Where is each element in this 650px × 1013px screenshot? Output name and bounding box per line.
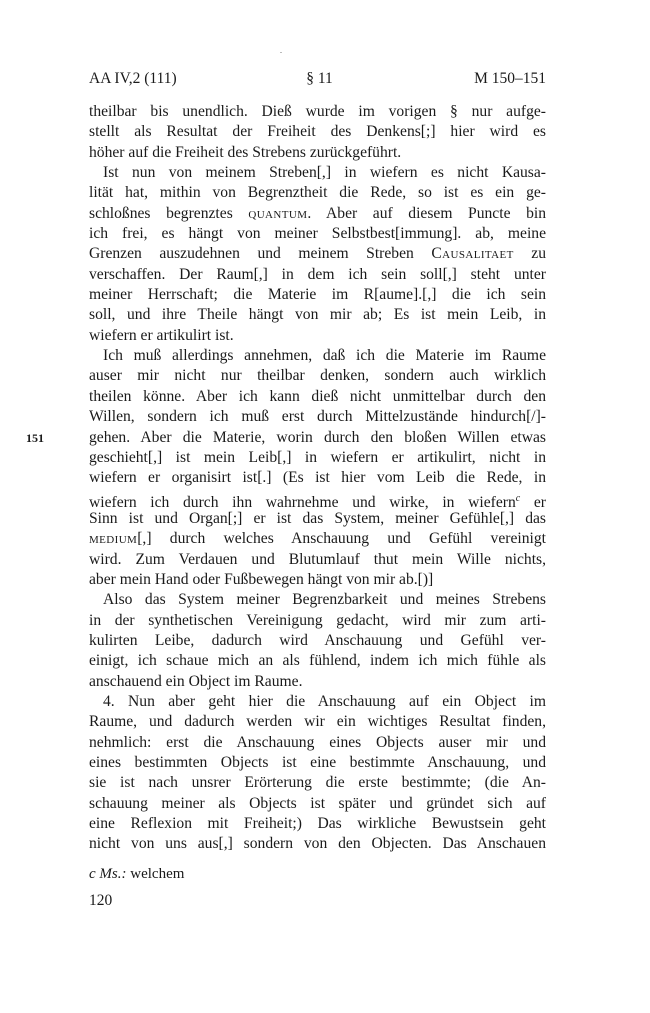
line-text: ich frei, es hängt von meiner Selbstbest[immung]. ab, meine (89, 225, 546, 243)
line-text: auser mir nicht nur theilbar denken, sondern auch wirklich (89, 367, 546, 385)
line-text-post: zu (513, 245, 547, 263)
line-text: aber mein Hand oder Fußbewegen hängt von mir ab.[)] (89, 570, 434, 588)
text-line (89, 285, 546, 305)
text-line (89, 305, 546, 325)
text-line (89, 550, 546, 570)
line-text: meiner Herrschaft; die Materie im R[aume].[,] die ich sein (89, 286, 546, 304)
line-text: soll, und ihre Theile hängt von mir ab; Es ist mein Leib, in (89, 306, 546, 324)
line-text: in der synthetischen Vereinigung gedacht, wird mir zum arti- (89, 611, 546, 629)
text-line (89, 489, 546, 509)
line-text: schauung meiner als Objects ist später und gründet sich auf (89, 794, 546, 812)
line-text: sie ist nach unsrer Erörterung die erste bestimmte; (die An- (89, 774, 546, 792)
running-header (89, 68, 546, 90)
text-line (89, 753, 546, 773)
line-text: Raume, und dadurch werden wir ein wichtiges Resultat finden, (89, 713, 546, 731)
line-text: anschauend ein Object im Raume. (89, 672, 303, 690)
text-line (89, 834, 546, 854)
line-text-post: [,] durch welches Anschauung und Gefühl vereinigt (137, 530, 546, 548)
line-text: verschaffen. Der Raum[,] in dem ich sein soll[,] steht unter (89, 265, 546, 283)
text-line (89, 244, 546, 264)
print-speck (280, 52, 282, 53)
line-text: nicht von uns aus[,] sondern von den Objecten. Das Anschauen (89, 835, 546, 853)
text-line (89, 183, 546, 203)
line-text: theilbar bis unendlich. Dieß wurde im vorigen § nur aufge- (89, 103, 546, 120)
line-text: gehen. Aber die Materie, worin durch den bloßen Willen etwas (89, 428, 546, 446)
small-caps-term: quantum (248, 204, 308, 222)
line-text: Also das System meiner Begrenzbarkeit und meines Strebens (103, 591, 546, 609)
footnote-marker: c (89, 866, 96, 882)
line-text-pre: Grenzen auszudehnen und meinem Streben (89, 245, 432, 263)
line-text: eine Reflexion mit Freiheit;) Das wirkliche Bewustsein geht (89, 815, 546, 833)
line-text: Ich muß allerdings annehmen, daß ich die Materie im Raume (103, 347, 546, 365)
header-section: § 11 (306, 70, 333, 87)
text-line (89, 692, 546, 712)
text-line (89, 733, 546, 753)
line-text: wiefern er organisirt ist[.] (Es ist hier vom Leib die Rede, in (89, 469, 546, 487)
line-text-pre: schloßnes begrenztes (89, 204, 249, 222)
footnote-source: Ms.: (99, 866, 127, 882)
text-line (89, 529, 546, 549)
line-text: geschieht[,] ist mein Leib[,] in wiefern er artikulirt, nicht in (89, 448, 546, 466)
text-line (89, 672, 546, 692)
text-line (89, 366, 546, 386)
text-line (89, 346, 546, 366)
text-line (89, 428, 546, 448)
text-line (89, 570, 546, 590)
line-text: stellt als Resultat der Freiheit des Denkens[;] hier wird es (89, 123, 546, 141)
small-caps-term: medium (89, 530, 138, 548)
text-line (89, 326, 546, 346)
text-line (89, 387, 546, 407)
text-line (89, 407, 546, 427)
text-line (89, 814, 546, 834)
footnote (89, 863, 184, 885)
text-line (89, 611, 546, 631)
text-line (89, 163, 546, 183)
line-text-post: . Aber auf diesem Puncte bin (307, 204, 547, 222)
text-line (89, 122, 546, 142)
text-line (89, 509, 546, 529)
line-text: kulirten Leibe, dadurch wird Anschauung und Gefühl ver- (89, 631, 546, 649)
line-text: höher auf die Freiheit des Strebens zurückgeführt. (89, 143, 402, 161)
small-caps-term: Causalitaet (431, 245, 514, 263)
text-line (89, 448, 546, 468)
line-text: nehmlich: erst die Anschauung eines Objects auser mir und (89, 733, 546, 751)
page-number: 120 (89, 892, 113, 909)
body-text (89, 102, 546, 855)
footnote-reference: c (515, 492, 521, 504)
text-line (89, 590, 546, 610)
text-line (89, 712, 546, 732)
text-line (89, 265, 546, 285)
text-line (89, 224, 546, 244)
text-line (89, 773, 546, 793)
text-line (89, 794, 546, 814)
line-text: theilen könne. Aber ich kann dieß nicht unmittelbar durch den (89, 387, 546, 405)
text-line (89, 204, 546, 224)
line-text: Willen, sondern ich muß erst durch Mittelzustände hindurch[/]- (89, 408, 546, 426)
line-text: lität hat, mithin von Begrenztheit die Rede, so ist es ein ge- (89, 184, 546, 202)
header-edition-ref: AA IV,2 (111) (89, 70, 177, 87)
line-text: einigt, ich schaue mich an als fühlend, indem ich mich fühle als (89, 652, 546, 670)
text-line (89, 631, 546, 651)
text-line (89, 102, 546, 122)
line-text: eines bestimmten Objects ist eine bestimmte Anschauung, und (89, 754, 546, 771)
line-text: wird. Zum Verdauen und Blutumlauf thut mein Wille nichts, (89, 550, 546, 568)
margin-page-number: 151 (26, 430, 44, 445)
line-text-post: er (520, 493, 546, 511)
line-text: wiefern er artikulirt ist. (89, 326, 234, 344)
line-text: Sinn ist und Organ[;] er ist das System, meiner Gefühle[,] das (89, 509, 546, 527)
text-line (89, 651, 546, 671)
line-text-pre: wiefern ich durch ihn wahrnehme und wirke, in wiefern (89, 493, 516, 511)
text-line (89, 468, 546, 488)
footnote-text: welchem (130, 866, 185, 882)
line-text: Ist nun von meinem Streben[,] in wiefern es nicht Kausa- (103, 164, 546, 182)
text-line (89, 143, 546, 163)
header-manuscript-ref: M 150–151 (474, 70, 546, 87)
line-text: 4. Nun aber geht hier die Anschauung auf ein Object im (103, 692, 546, 710)
